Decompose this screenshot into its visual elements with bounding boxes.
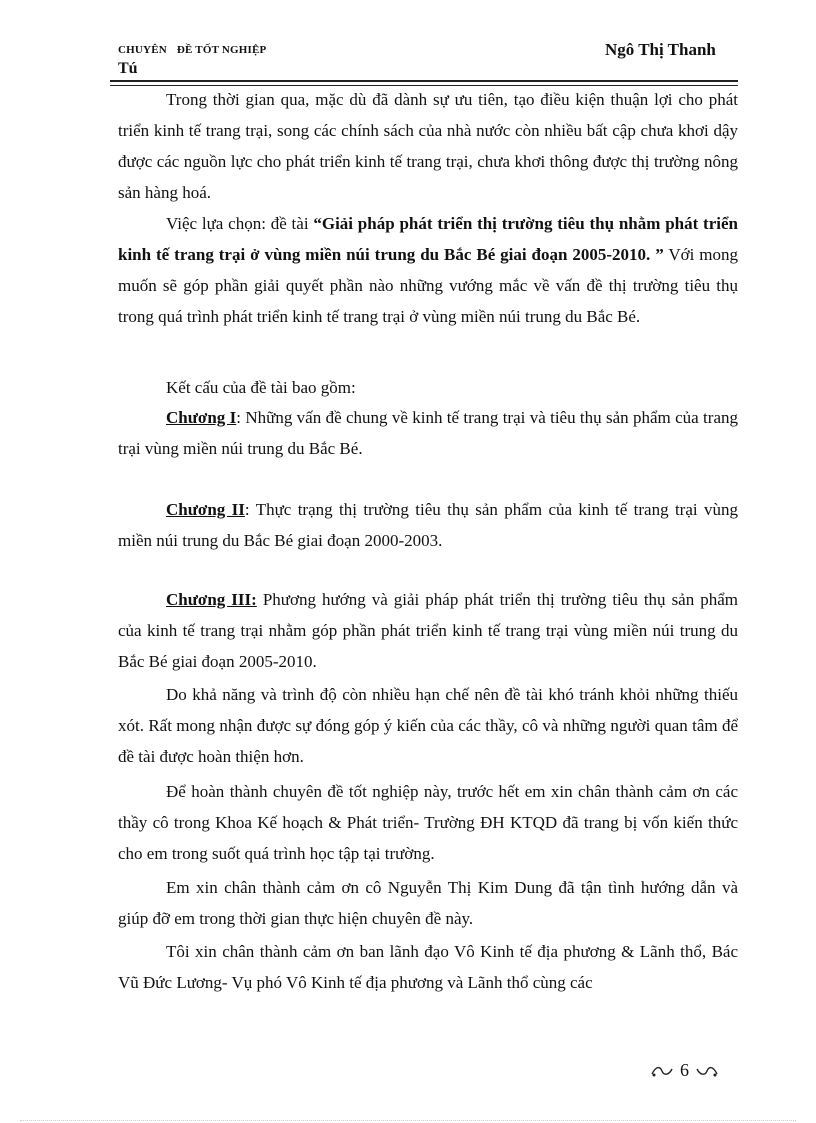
- page-number: 6: [680, 1060, 689, 1080]
- header-author-continuation: Tú: [118, 60, 138, 77]
- topic-title: “Giải pháp phát triển thị trường tiêu thụ nhằm phát triển kinh tế trang trại ở vùng miền núi trung du Bắc Bé giai đoạn 2005-2010. ”: [118, 214, 738, 264]
- left-flourish-icon: [650, 1064, 674, 1078]
- header-rule-thick: [110, 80, 738, 82]
- chapter-3: [118, 584, 738, 677]
- paragraph: [118, 776, 738, 869]
- paragraph: [118, 679, 738, 772]
- paragraph-text: Trong thời gian qua, mặc dù đã dành sự ưu tiên, tạo điều kiện thuận lợi cho phát triển kinh tế trang trại, song các chính sách của nhà nước còn nhiều bất cập chưa khơi dậy được các nguồn lực cho phát triển kinh tế trang trại, chưa khơi thông được thị trường nông sản hàng hoá.: [118, 90, 738, 202]
- paragraph-structure-intro: [118, 372, 738, 403]
- paragraph: [118, 84, 738, 208]
- chapter-3-label: Chương III:: [166, 590, 257, 609]
- paragraph-text: Em xin chân thành cảm ơn cô Nguyễn Thị Kim Dung đã tận tình hướng dẫn và giúp đỡ em trong thời gian thực hiện chuyên đề này.: [118, 878, 738, 928]
- paragraph-text: Kết cấu của đề tài bao gồm:: [166, 378, 356, 397]
- chapter-1-text: : Những vấn đề chung về kinh tế trang trại và tiêu thụ sản phẩm của trang trại vùng miền núi trung du Bắc Bé.: [118, 408, 738, 458]
- paragraph: [118, 872, 738, 934]
- header-title-part2: ĐỀ TỐT NGHIỆP: [176, 44, 267, 56]
- chapter-1-label: Chương I: [166, 408, 237, 427]
- chapter-2-label: Chương II: [166, 500, 245, 519]
- paragraph-topic: [118, 208, 738, 332]
- paragraph-text: Để hoàn thành chuyên đề tốt nghiệp này, trước hết em xin chân thành cảm ơn các thầy cô trong Khoa Kế hoạch & Phát triển- Trường ĐH KTQD đã trang bị vốn kiến thức cho em trong suốt quá trình học tập tại trường.: [118, 782, 738, 863]
- header-title: [118, 44, 266, 56]
- page-bottom-border: [20, 1120, 796, 1121]
- chapter-2: [118, 494, 738, 556]
- header-author: Ngô Thị Thanh: [605, 40, 716, 59]
- paragraph: [118, 936, 738, 998]
- page-footer: [650, 1060, 719, 1081]
- topic-rest: Với mong muốn sẽ góp phần giải quyết phần nào những vướng mắc về vấn đề thị trường tiêu thụ trong quá trình phát triển kinh tế trang trại ở vùng miền núi trung du Bắc Bé.: [118, 245, 738, 326]
- paragraph-text: Do khả năng và trình độ còn nhiều hạn chế nên đề tài khó tránh khỏi những thiếu xót. Rất mong nhận được sự đóng góp ý kiến của các thầy, cô và những người quan tâm để đề tài được hoàn thiện hơn.: [118, 685, 738, 766]
- paragraph-text: Tôi xin chân thành cảm ơn ban lãnh đạo Vô Kinh tế địa phương & Lãnh thổ, Bác Vũ Đức Lương- Vụ phó Vô Kinh tế địa phương và Lãnh thổ cùng các: [118, 942, 738, 992]
- chapter-2-text: : Thực trạng thị trường tiêu thụ sản phẩm của kinh tế trang trại vùng miền núi trung du Bắc Bé giai đoạn 2000-2003.: [118, 500, 738, 550]
- chapter-1: [118, 402, 738, 464]
- chapter-3-text: Phương hướng và giải pháp phát triển thị trường tiêu thụ sản phẩm của kinh tế trang trại nhằm góp phần phát triển kinh tế trang trại vùng miền núi trung du Bắc Bé giai đoạn 2005-2010.: [118, 590, 739, 671]
- topic-lead: Việc lựa chọn: đề tài: [166, 214, 314, 233]
- right-flourish-icon: [695, 1064, 719, 1078]
- header-title-part1: CHUYÊN: [118, 44, 167, 56]
